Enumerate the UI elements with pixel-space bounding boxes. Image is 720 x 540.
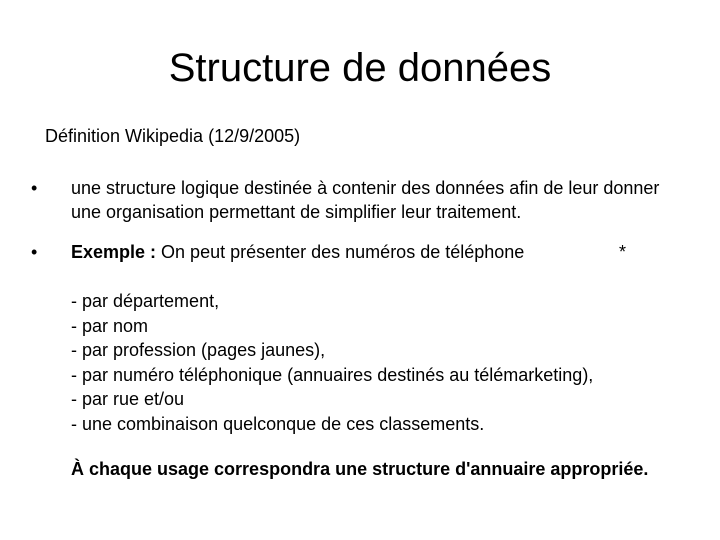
- asterisk-marker: *: [619, 242, 627, 262]
- classification-list: [71, 289, 593, 436]
- list-item: - par profession (pages jaunes),: [71, 340, 326, 360]
- list-item: - par numéro téléphonique (annuaires destinés au télémarketing),: [71, 364, 594, 385]
- list-item: - une combinaison quelconque de ces classements.: [71, 413, 485, 434]
- bullet-text: une structure logique destinée à contenir des données afin de leur donner une organisation permettant de simplifier leur traitement.: [71, 178, 660, 222]
- slide-title: Structure de données: [168, 46, 552, 90]
- example-text: On peut présenter des numéros de téléphone: [156, 242, 525, 262]
- list-item: - par département,: [71, 291, 220, 311]
- list-item: - par rue et/ou: [71, 389, 185, 409]
- bullet-marker: •: [31, 242, 38, 262]
- slide-subtitle: Définition Wikipedia (12/9/2005): [45, 126, 301, 146]
- example-label: Exemple :: [71, 242, 157, 262]
- bullet-item-definition: [0, 176, 720, 226]
- bullet-marker: •: [31, 178, 38, 198]
- bullet-item-example: [0, 240, 720, 266]
- bullet-text: [71, 240, 591, 264]
- list-item: - par nom: [71, 315, 149, 336]
- conclusion-text: À chaque usage correspondra une structure d'annuaire appropriée.: [71, 459, 649, 479]
